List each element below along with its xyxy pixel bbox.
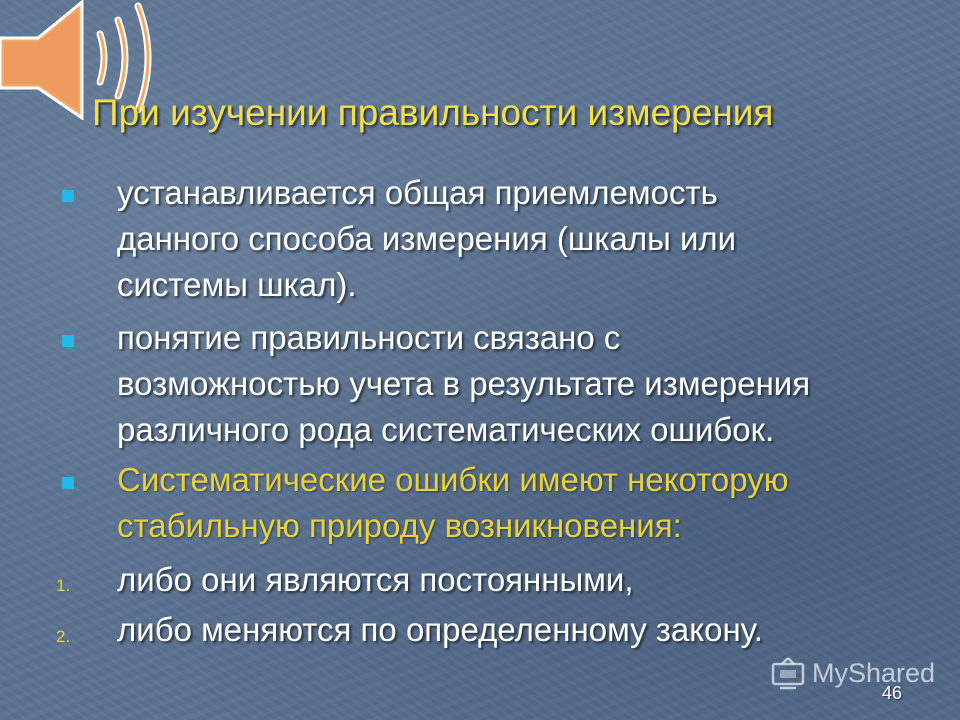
- bullet-item-3-line-1: Систематические ошибки имеют некоторую: [117, 461, 789, 498]
- bullet-item-2-line-3: различного рода систематических ошибок.: [117, 411, 775, 448]
- numbered-item-1: либо они являются постоянными,: [117, 561, 634, 598]
- watermark-text: MyShared: [812, 657, 936, 688]
- bullet-item-3: [117, 457, 907, 549]
- slide-title: При изучении правильности измерения: [92, 92, 774, 133]
- bullet-item-1-line-3: системы шкал).: [117, 266, 357, 303]
- numbered-marker-2: 2.: [56, 627, 71, 646]
- bullet-item-1-line-1: устанавливается общая приемлемость: [117, 174, 718, 211]
- numbered-marker-1: 1.: [56, 576, 71, 595]
- square-bullet-icon: [62, 190, 74, 202]
- myshared-logo-icon: [770, 656, 806, 690]
- numbered-item-2: либо меняются по определенному закону.: [117, 611, 764, 648]
- bullet-item-2: [117, 315, 907, 453]
- bullet-item-1-line-2: данного способа измерения (шкалы или: [117, 220, 737, 257]
- bullet-item-2-line-1: понятие правильности связано с: [117, 319, 621, 356]
- watermark-logo: [770, 656, 935, 690]
- bullet-item-3-line-2: стабильную природу возникновения:: [117, 507, 682, 544]
- bullet-item-1: [117, 170, 907, 308]
- square-bullet-icon: [62, 335, 74, 347]
- square-bullet-icon: [62, 477, 74, 489]
- bullet-item-2-line-2: возможностью учета в результате измерения: [117, 365, 811, 402]
- page-number: 46: [882, 683, 903, 703]
